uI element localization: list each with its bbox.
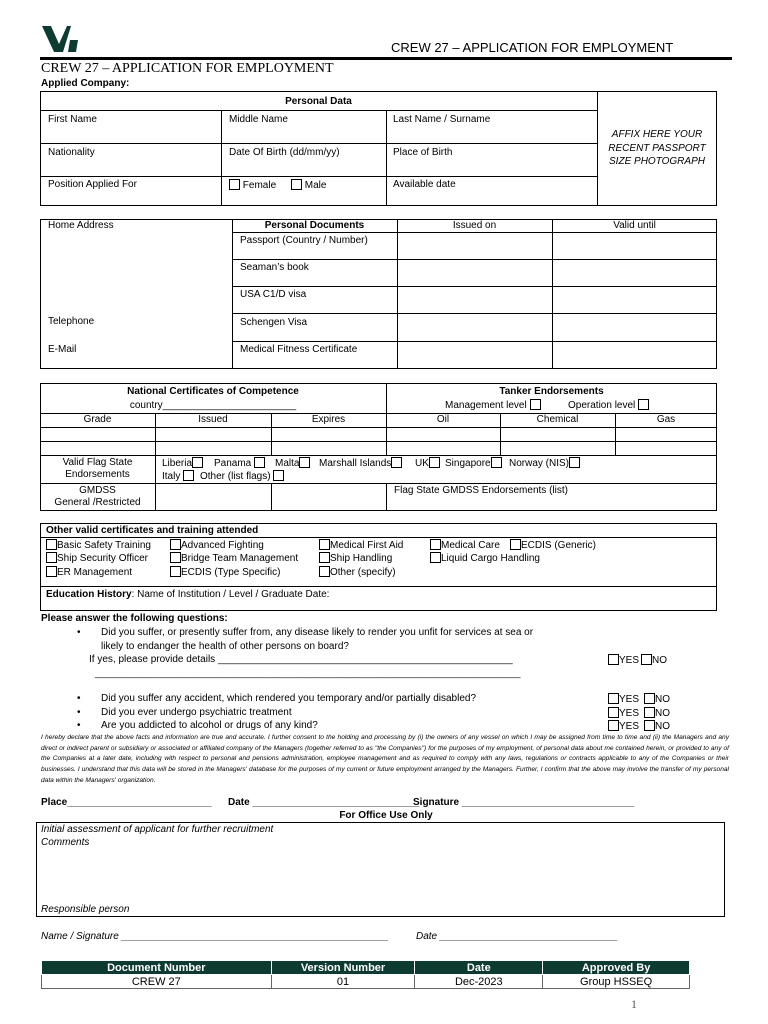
- personal-documents-heading: Personal Documents: [264, 220, 365, 231]
- dob-field[interactable]: Date Of Birth (dd/mm/yy): [229, 147, 340, 158]
- page-number: 1: [631, 997, 637, 1011]
- q3-yes-checkbox[interactable]: [608, 707, 619, 718]
- header-title: CREW 27 – APPLICATION FOR EMPLOYMENT: [391, 40, 674, 55]
- position-applied-field[interactable]: Position Applied For: [48, 179, 137, 190]
- flag-uk-label: UK: [415, 458, 429, 469]
- q4-no-checkbox[interactable]: [644, 720, 655, 731]
- cert-ecdis-type-checkbox[interactable]: [170, 566, 181, 577]
- q3-yes-label: YES: [619, 708, 640, 719]
- flag-panama-checkbox[interactable]: [254, 457, 265, 468]
- comments-label: Comments: [41, 837, 90, 848]
- cert-bridge-team-label: Bridge Team Management: [181, 553, 299, 564]
- q4-text: Are you addicted to alcohol or drugs of any kind?: [101, 720, 318, 731]
- office-use-heading: For Office Use Only: [339, 810, 433, 821]
- photo-placeholder: AFFIX HERE YOUR RECENT PASSPORT SIZE PHOTOGRAPH: [608, 129, 706, 167]
- date-value: Dec-2023: [415, 975, 543, 989]
- q4-no-label: NO: [655, 721, 670, 732]
- schengen-visa-row[interactable]: Schengen Visa: [240, 317, 308, 328]
- flag-gmdss-field[interactable]: Flag State GMDSS Endorsements (list): [394, 485, 568, 496]
- passport-row[interactable]: Passport (Country / Number): [240, 235, 368, 246]
- document-title: CREW 27 – APPLICATION FOR EMPLOYMENT: [41, 61, 334, 76]
- applied-company-label: Applied Company:: [41, 78, 130, 89]
- document-control-table: [41, 960, 690, 989]
- last-name-field[interactable]: Last Name / Surname: [393, 114, 491, 125]
- responsible-person-label: Responsible person: [41, 904, 130, 915]
- personal-data-heading: Personal Data: [285, 96, 352, 107]
- other-certs-heading: Other valid certificates and training attended: [46, 525, 259, 536]
- q1-details-field[interactable]: If yes, please provide details _____________________________________________________: [89, 654, 513, 665]
- q2-yes-label: YES: [619, 694, 640, 705]
- place-of-birth-field[interactable]: Place of Birth: [393, 147, 453, 158]
- nationality-field[interactable]: Nationality: [48, 147, 95, 158]
- email-field[interactable]: E-Mail: [48, 344, 77, 355]
- cert-medical-care-checkbox[interactable]: [430, 539, 441, 550]
- grade-heading: Grade: [83, 414, 112, 425]
- cert-medical-care-label: Medical Care: [441, 540, 500, 551]
- management-level-label: Management level: [445, 400, 527, 411]
- cert-ship-security-checkbox[interactable]: [46, 552, 57, 563]
- q3-bullet: •: [77, 707, 81, 718]
- version-header: Version Number: [271, 961, 415, 975]
- management-level-checkbox[interactable]: [530, 399, 541, 410]
- flag-other-label: Other (list flags): [200, 471, 271, 482]
- flag-norway-checkbox[interactable]: [569, 457, 580, 468]
- q1-yes-checkbox[interactable]: [608, 654, 619, 665]
- signature-field[interactable]: Signature _______________________________: [413, 797, 635, 808]
- date-field[interactable]: Date ______________________________: [228, 797, 420, 808]
- version-value: 01: [271, 975, 415, 989]
- q1-text-line2: likely to endanger the health of other persons on board?: [101, 641, 349, 652]
- country-field[interactable]: country________________________: [129, 400, 297, 411]
- education-history-field[interactable]: Education History: Name of Institution / Level / Graduate Date:: [46, 589, 330, 600]
- place-field[interactable]: Place__________________________: [41, 797, 212, 808]
- cert-liquid-cargo-label: Liquid Cargo Handling: [441, 553, 540, 564]
- cert-advanced-fighting-checkbox[interactable]: [170, 539, 181, 550]
- cert-ship-security-label: Ship Security Officer: [57, 553, 148, 564]
- issued-on-heading: Issued on: [452, 220, 497, 231]
- q1-no-checkbox[interactable]: [641, 654, 652, 665]
- flag-singapore-label: Singapore: [445, 458, 491, 469]
- doc-number-header: Document Number: [42, 961, 272, 975]
- oil-heading: Oil: [436, 414, 450, 425]
- telephone-field[interactable]: Telephone: [48, 316, 95, 327]
- cert-medical-first-aid-label: Medical First Aid: [330, 540, 404, 551]
- operation-level-label: Operation level: [568, 400, 636, 411]
- questions-heading: Please answer the following questions:: [41, 613, 228, 624]
- q4-yes-label: YES: [619, 721, 640, 732]
- flag-liberia-checkbox[interactable]: [192, 457, 203, 468]
- cert-basic-safety-label: Basic Safety Training: [57, 540, 151, 551]
- cert-er-management-checkbox[interactable]: [46, 566, 57, 577]
- q1-bullet: •: [77, 627, 81, 638]
- cert-liquid-cargo-checkbox[interactable]: [430, 552, 441, 563]
- cert-ecdis-generic-label: ECDIS (Generic): [521, 540, 597, 551]
- q4-bullet: •: [77, 720, 81, 731]
- cert-other-checkbox[interactable]: [319, 566, 330, 577]
- cert-er-management-label: ER Management: [57, 567, 133, 578]
- flag-other-checkbox[interactable]: [273, 470, 284, 481]
- flag-norway-label: Norway (NIS): [509, 458, 570, 469]
- tanker-heading: Tanker Endorsements: [499, 386, 604, 397]
- flag-italy-checkbox[interactable]: [183, 470, 194, 481]
- cert-ship-handling-checkbox[interactable]: [319, 552, 330, 563]
- q2-yes-checkbox[interactable]: [608, 693, 619, 704]
- cert-medical-first-aid-checkbox[interactable]: [319, 539, 330, 550]
- q3-no-label: NO: [655, 708, 670, 719]
- cert-other-label: Other (specify): [330, 567, 396, 578]
- home-address-field[interactable]: Home Address: [48, 220, 114, 231]
- operation-level-checkbox[interactable]: [638, 399, 649, 410]
- approved-by-header: Approved By: [543, 961, 690, 975]
- flag-marshall-label: Marshall Islands: [319, 458, 392, 469]
- chemical-heading: Chemical: [536, 414, 579, 425]
- name-signature-field[interactable]: Name / Signature ________________________________________________: [41, 931, 389, 942]
- issued-heading: Issued: [198, 414, 228, 425]
- declaration-text: I hereby declare that the above facts and information are true and accurate. I further consent to the holding and processing by (i) the owners of any vessel on which I may be assigned from time to time and (ii) the Managers and any direct or indirect parent or subsidiary or associated or affiliated company of the Managers (together referred to as "the Companies") for the purposes of my employment, of personal data about me contained herein, or provided to any of the Companies at a later date, including with respect to personal and pensions administration, employee management and as required to comply with any laws, regulations or contracts applicable to any of the Companies or their businesses. I understand that this data will be stored in the Managers' database for the purposes of my current or future employment arranged by the Managers. Further, I confirm that the above may involve the transfer of my personal data within the Managers' organization.: [41, 734, 729, 784]
- q3-no-checkbox[interactable]: [644, 707, 655, 718]
- flag-liberia-label: Liberia: [162, 458, 193, 469]
- flag-marshall-checkbox[interactable]: [391, 457, 402, 468]
- cert-ship-handling-label: Ship Handling: [330, 553, 393, 564]
- flag-uk-checkbox[interactable]: [429, 457, 440, 468]
- q1-yes-label: YES: [619, 655, 640, 666]
- valid-flag-label: Valid Flag State Endorsements: [62, 457, 133, 480]
- first-name-field[interactable]: First Name: [48, 114, 97, 125]
- office-use-box: [36, 822, 725, 917]
- date-header: Date: [415, 961, 543, 975]
- company-logo: [40, 24, 80, 54]
- approved-by-value: Group HSSEQ: [543, 975, 690, 989]
- q1-text-line1: Did you suffer, or presently suffer from, any disease likely to render you unfit for services at sea or: [101, 627, 534, 638]
- documents-table: [40, 219, 717, 369]
- q2-text: Did you suffer any accident, which rendered you temporary and/or partially disabled?: [101, 693, 477, 704]
- middle-name-field[interactable]: Middle Name: [229, 114, 288, 125]
- gmdss-label: GMDSS General /Restricted: [54, 485, 141, 508]
- flag-singapore-checkbox[interactable]: [491, 457, 502, 468]
- male-checkbox[interactable]: [291, 179, 302, 190]
- office-date-field[interactable]: Date ________________________________: [416, 931, 618, 942]
- seamans-book-row[interactable]: Seaman’s book: [240, 262, 309, 273]
- cert-basic-safety-checkbox[interactable]: [46, 539, 57, 550]
- usa-visa-row[interactable]: USA C1/D visa: [240, 289, 307, 300]
- cert-advanced-fighting-label: Advanced Fighting: [181, 540, 264, 551]
- available-date-field[interactable]: Available date: [393, 179, 456, 190]
- valid-until-heading: Valid until: [613, 220, 656, 231]
- medical-fitness-row[interactable]: Medical Fitness Certificate: [240, 344, 358, 355]
- initial-assessment-label: Initial assessment of applicant for further recruitment: [41, 824, 274, 835]
- q4-yes-checkbox[interactable]: [608, 720, 619, 731]
- cert-bridge-team-checkbox[interactable]: [170, 552, 181, 563]
- national-cert-heading: National Certificates of Competence: [127, 386, 299, 397]
- flag-italy-label: Italy: [162, 471, 181, 482]
- cert-ecdis-generic-checkbox[interactable]: [510, 539, 521, 550]
- doc-number-value: CREW 27: [42, 975, 272, 989]
- header-rule: [40, 57, 732, 60]
- flag-malta-checkbox[interactable]: [299, 457, 310, 468]
- flag-malta-label: Malta: [275, 458, 300, 469]
- expires-heading: Expires: [311, 414, 346, 425]
- q2-bullet: •: [77, 693, 81, 704]
- gas-heading: Gas: [656, 414, 676, 425]
- q2-no-checkbox[interactable]: [644, 693, 655, 704]
- q1-no-label: NO: [652, 655, 667, 666]
- male-label: Male: [304, 180, 327, 191]
- female-checkbox[interactable]: [229, 179, 240, 190]
- flag-panama-label: Panama: [214, 458, 252, 469]
- q3-text: Did you ever undergo psychiatric treatment: [101, 707, 292, 718]
- q2-no-label: NO: [655, 694, 670, 705]
- cert-ecdis-type-label: ECDIS (Type Specific): [181, 567, 281, 578]
- q1-details-line[interactable]: _____________________________________________________________________________________: [95, 668, 521, 678]
- female-label: Female: [242, 180, 277, 191]
